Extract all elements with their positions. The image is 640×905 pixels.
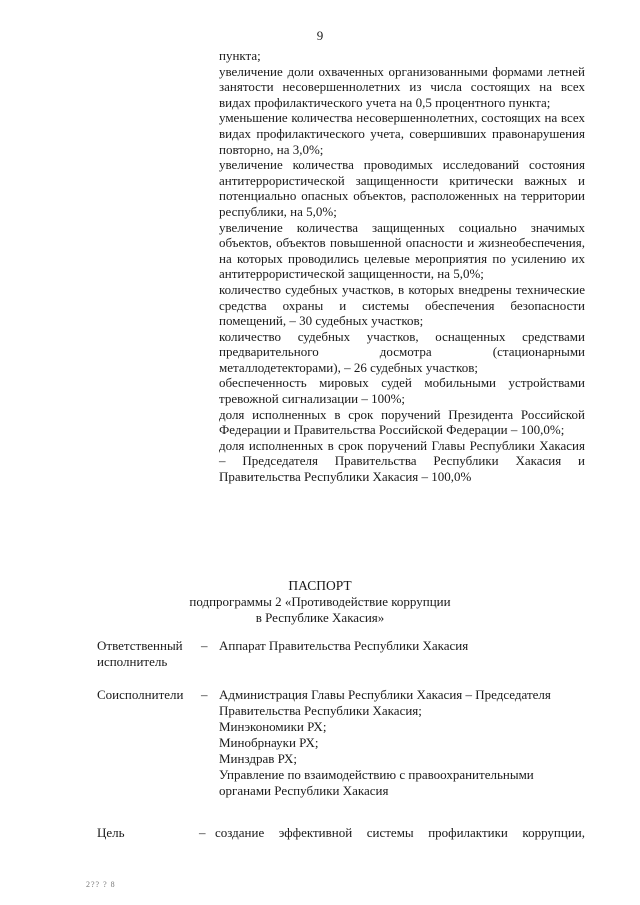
footer-mark: 2?? ? 8 [86,880,116,889]
responsible-label [97,638,197,670]
passport-title: ПАСПОРТ [288,578,352,593]
responsible-dash: – [201,638,208,653]
indicator-item: количество судебных участков, оснащенных средствами предварительного досмотра (стационарными металлодетекторами), – 26 судебных участков; [219,328,585,375]
coexecutors-value [219,687,585,799]
indicator-item: обеспеченность мировых судей мобильными устройствами тревожной сигнализации – 100%; [219,375,585,407]
passport-subtitle-line: в Республике Хакасия» [255,610,385,625]
responsible-label-line: Ответственный [97,638,183,653]
indicator-item: увеличение количества защищенных социально значимых объектов, объектов повышенной опасности и жизнеобеспечения, на которых проводились целевые мероприятия по усилению их антитеррористической защищенности, на 5,0%; [219,219,585,282]
goal-value: создание эффективной системы профилактики коррупции, [215,825,585,840]
coexecutor-line: Администрация Главы Республики Хакасия – Председателя [219,687,551,702]
indicator-item: количество судебных участков, в которых внедрены технические средства охраны и системы обеспечения безопасности помещений, – 30 судебных участков; [219,281,585,329]
responsible-value: Аппарат Правительства Республики Хакасия [219,638,469,653]
indicator-item: увеличение количества проводимых исследований состояния антитеррористической защищенности критически важных и потенциально опасных объектов, расположенных на территории республики, на 5,0%; [219,157,585,219]
coexecutor-line: Управление по взаимодействию с правоохранительными [219,767,534,782]
passport-subtitle [0,594,640,626]
coexecutor-line: органами Республики Хакасия [219,783,389,798]
responsible-label-line: исполнитель [97,654,168,669]
page-number: 9 [316,28,324,43]
coexecutor-line: Минобрнауки РХ; [219,735,319,750]
indicator-item: доля исполненных в срок поручений Президента Российской Федерации и Правительства Российской Федерации – 100,0%; [219,406,585,438]
coexecutor-line: Минэкономики РХ; [219,719,327,734]
indicator-item: уменьшение количества несовершеннолетних, состоящих на всех видах профилактического учета, совершивших правонарушения повторно, на 3,0%; [219,110,585,157]
coexecutors-label: Соисполнители [97,687,184,702]
indicator-item: увеличение доли охваченных организованными формами летней занятости несовершеннолетних из числа состоящих на всех видах профилактического учета на 0,5 процентного пункта; [219,63,585,110]
passport-subtitle-line: подпрограммы 2 «Противодействие коррупции [189,594,451,609]
coexecutor-line: Правительства Республики Хакасия; [219,703,422,718]
coexecutor-line: Минздрав РХ; [219,751,297,766]
indicator-item: доля исполненных в срок поручений Главы Республики Хакасия – Председателя Правительства Республики Хакасия и Правительства Республики Хакасия – 100,0% [219,437,585,485]
indicators-list [219,48,585,485]
indicator-item: пункта; [219,48,261,63]
coexecutors-dash: – [201,687,208,702]
goal-dash: – [199,825,206,840]
goal-label: Цель [97,825,125,840]
